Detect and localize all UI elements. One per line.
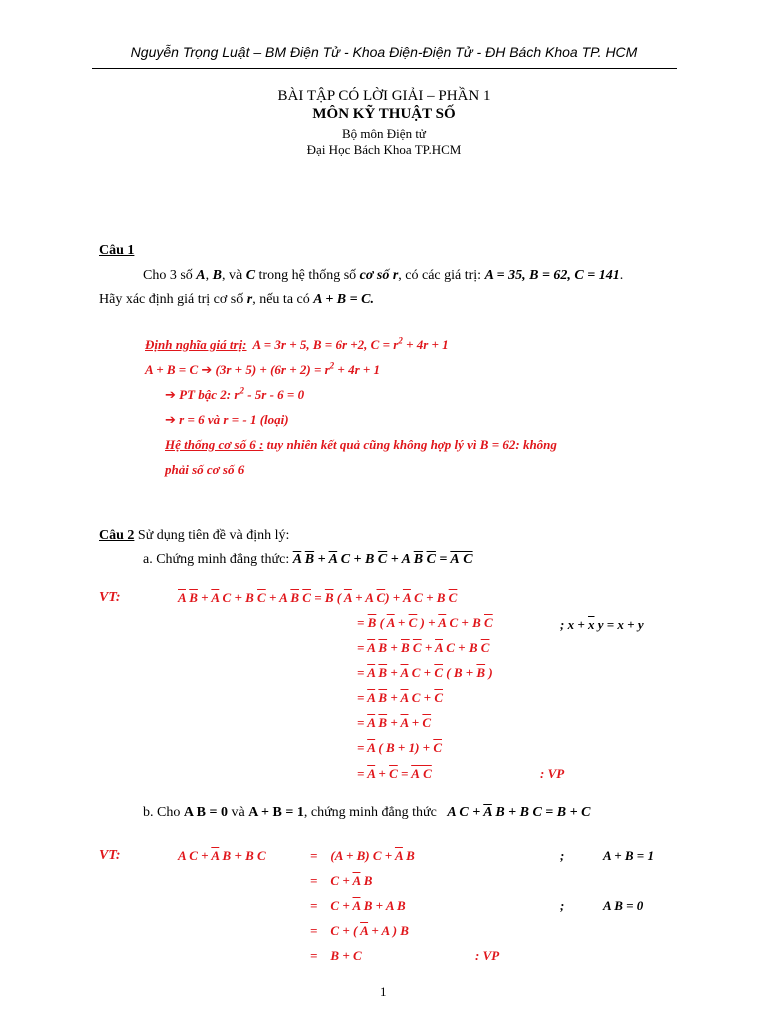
q1-paragraph-2: Hãy xác định giá trị cơ số r, nếu ta có A + B = C. [99,292,374,307]
q2a-line-7: = $\overline{A}$ ( $B + 1) + \overline{C}$ [357,740,442,755]
q2b-semicolon-2: ; [560,898,565,913]
q2a-line-5: = $\overline{A}$ $\overline{B} + \overline{A}$ $C + \overline{C}$ [357,690,443,705]
page-header: Nguyễn Trọng Luật – BM Điện Tử - Khoa Điện-Điện Tử - ĐH Bách Khoa TP. HCM [130,44,638,60]
q2b-line-2: = $C + \overline{A}$ B [310,873,373,888]
q2b-line-1: A $C + \overline{A}$ B + B C [178,848,266,863]
arrow-right-icon: ➔ [165,413,176,428]
q1-step-3: ➔ PT bậc 2: $r^2 - 5r - 6 = 0$ [165,385,305,403]
q2b-statement: b. Cho A B = 0 và A + B = 1, chứng minh đẳng thức A $C + \overline{A}$ B + B C = B + C [143,805,591,820]
q2a-vt-label: VT: [99,590,121,605]
q1-paragraph-1: Cho 3 số A, B, và C trong hệ thống số cơ số r, có các giá trị: A = 35, B = 62, C = 141. [143,268,624,283]
q2b-line-4: = C + ( $\overline{A} + A$ ) B [310,923,409,938]
q2a-line-1: $\overline{A}$ $\overline{B} + \overline{A}$ C + B $\overline{C} + A$ $\overline{B}$ $\overline{C} = \overline{B}$ ( $\overline{A} + A$ $\overline{C}) + \overline{A}$ C + B $\overline{C}$ [178,590,458,605]
q2a-line-4: = $\overline{A}$ $\overline{B} + \overline{A}$ $C + \overline{C}$ ( $B + \overline{B}$ ) [357,665,493,680]
q1-step-1: Định nghĩa giá trị: A = 3r + 5, B = 6r +2, $C = r^2 + 4r + 1$ [145,335,449,352]
q2b-line-3: = $C + \overline{A}$ B + A B [310,898,406,913]
q2a-equation: $\overline{A}$ $\overline{B} + \overline{A}$ C + B $\overline{C} + A$ $\overline{B}$ $\overline{C} = A$ C [292,552,473,567]
arrow-right-icon: ➔ [201,363,213,378]
q2b-line-5: = B + C [310,948,362,963]
q1-step-4: ➔ r = 6 và r = - 1 (loại) [165,412,289,428]
q2b-condition-2: A B = 0 [603,898,644,913]
q1-heading: Câu 1 [99,243,135,258]
q2b-condition-1: A + B = 1 [603,848,654,863]
q2b-line-1-rhs: = (A + B) $C + \overline{A}$ B [310,848,415,863]
q2a-note: ; $x + \overline{x}$ y = x + y [560,617,644,632]
doc-dept: Bộ môn Điện tử [342,126,426,141]
doc-university: Đại Học Bách Khoa TP.HCM [306,142,462,157]
q2a-line-8: = $\overline{A} + \overline{C} = A$ C [357,766,432,781]
q2a-line-6: = $\overline{A}$ $\overline{B} + \overline{A} + \overline{C}$ [357,715,432,730]
q2a-line-2: = $\overline{B}$ ( $\overline{A} + \overline{C}$ ) + $\overline{A}$ C + B $\overline{C}$ [357,615,493,630]
q1-step-2: A + B = C ➔ $(3r + 5) + (6r + 2) = r^2 + 4r + 1$ [145,360,381,378]
header-rule [92,68,677,69]
q2b-equation: A $C + \overline{A}$ B + B C = B + C [447,805,591,820]
q1-step-5: Hệ thống cơ số 6 : tuy nhiên kết quả cũng không hợp lý vì B = 62: không [165,437,557,452]
doc-title: BÀI TẬP CÓ LỜI GIẢI – PHẦN 1 [277,88,491,104]
q2b-vp: : VP [475,948,500,963]
q2a-vp: : VP [540,766,565,781]
q2a-line-3: = $\overline{A}$ $\overline{B} + \overline{B}$ $\overline{C} + \overline{A}$ C + B $\overline{C}$ [357,640,490,655]
q2a-statement: a. Chứng minh đẳng thức: $\overline{A}$ $\overline{B} + \overline{A}$ C + B $\overline{C} + A$ $\overline{B}$ $\overline{C} = A$ C [143,552,473,567]
page-number: 1 [380,984,387,999]
doc-subject: MÔN KỸ THUẬT SỐ [312,106,456,122]
q2b-semicolon-1: ; [560,848,565,863]
q2b-vt-label: VT: [99,848,121,863]
q1-step-6: phải số cơ số 6 [165,462,245,477]
arrow-right-icon: ➔ [165,388,176,403]
q2-heading-line: Câu 2 Sử dụng tiên đề và định lý: [99,528,290,543]
